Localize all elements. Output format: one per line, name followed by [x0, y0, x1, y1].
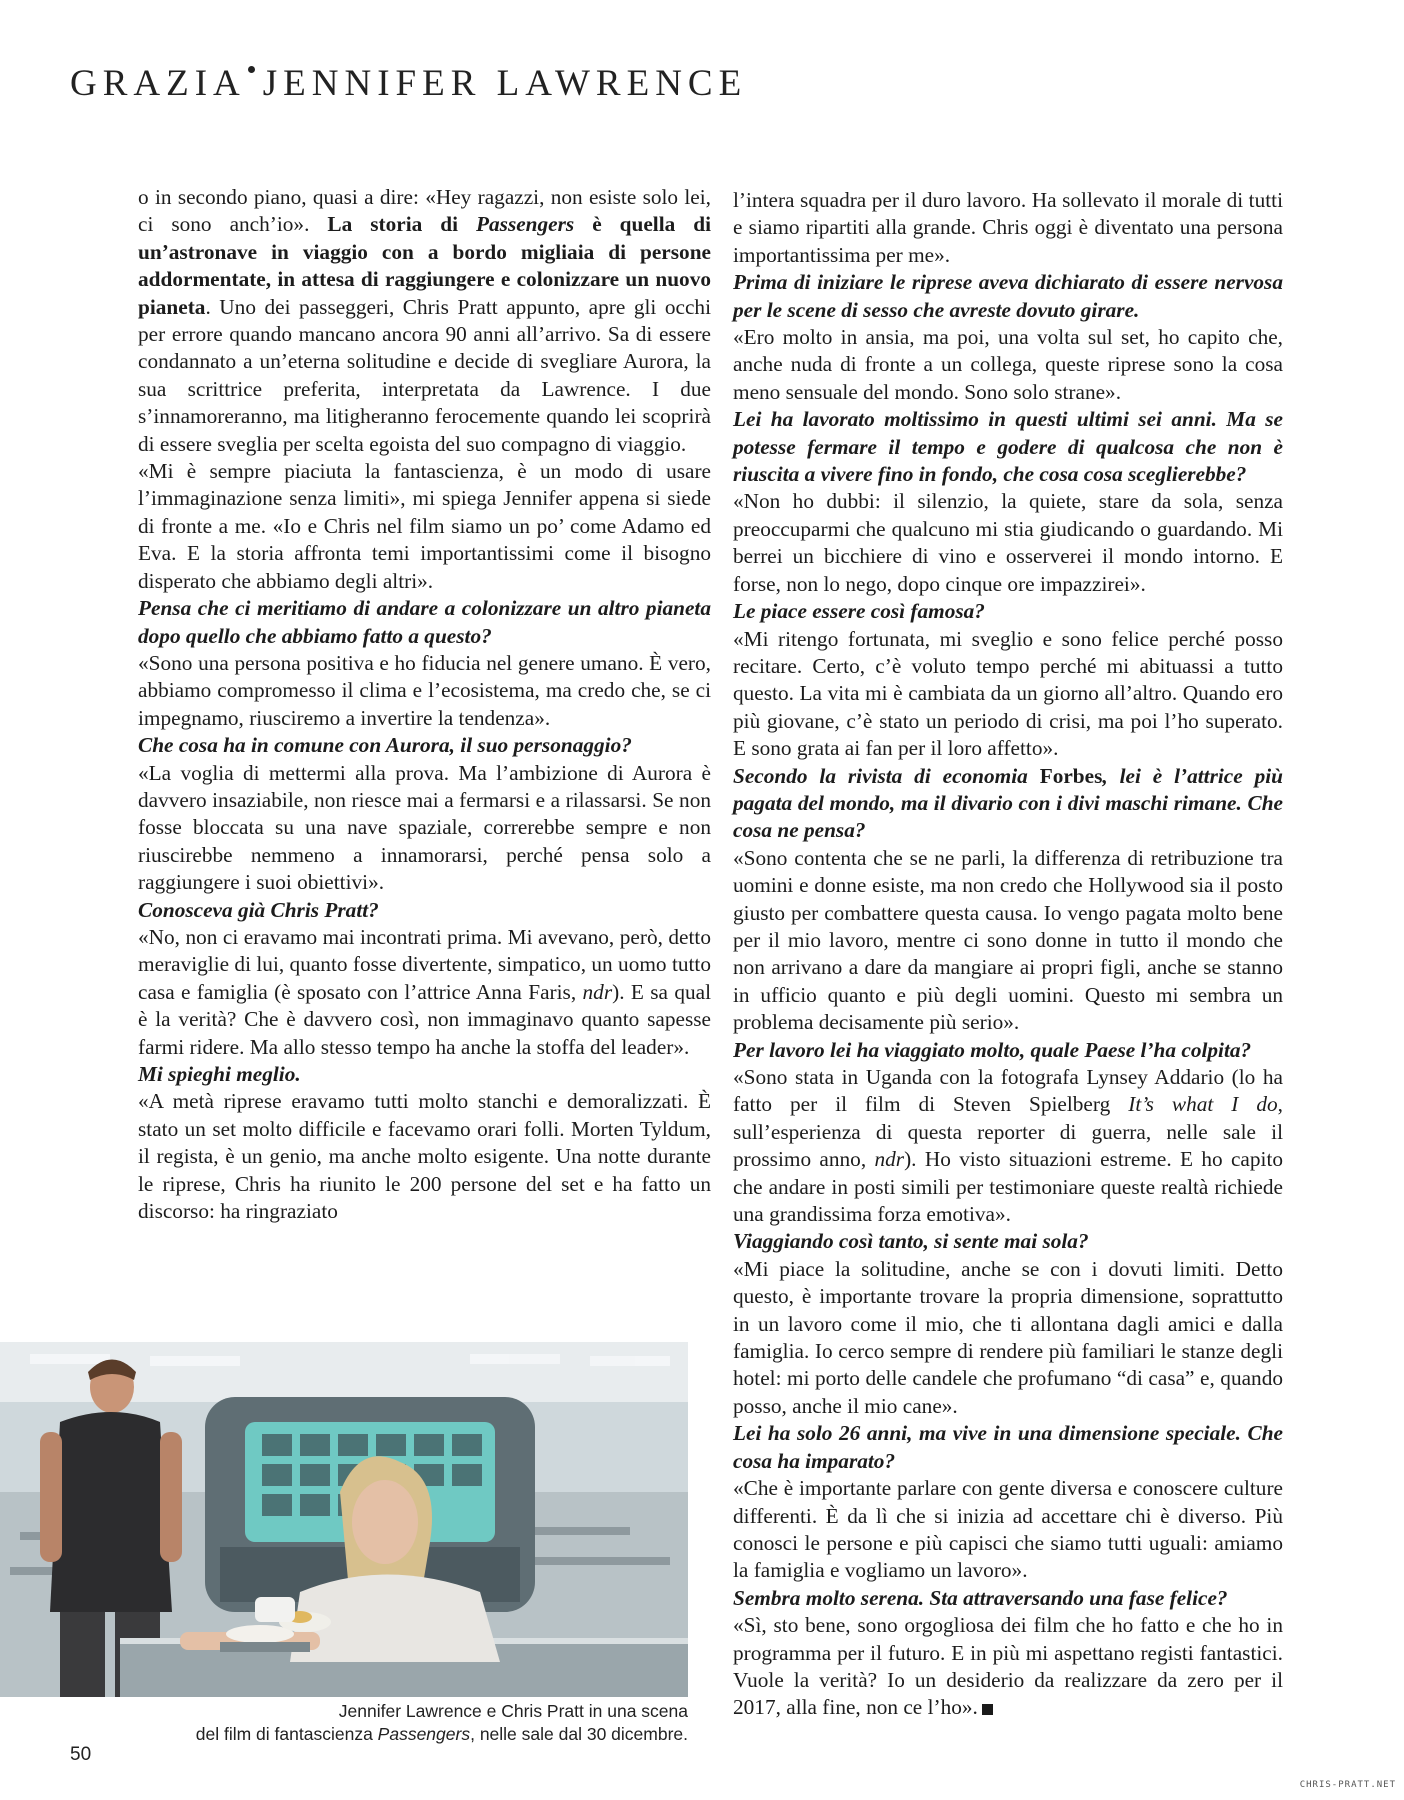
- article-column-left: [138, 184, 711, 1225]
- question: Conosceva già Chris Pratt?: [138, 897, 379, 922]
- question: Le piace essere così famosa?: [733, 599, 985, 624]
- paragraph: o in secondo piano, quasi a dire: «Hey ragazzi, non esiste solo lei, ci sono anch’io». La storia di Passengers è quella di un’astronave in viaggio con a bordo migliaia di persone addormentate, in attesa di raggiungere e colonizzare un nuovo pianeta. Uno dei passeggeri, Chris Pratt appunto, apre gli occhi per errore quando mancano ancora 90 anni all’arrivo. Sa di essere condannato a un’eterna solitudine e decide di svegliare Aurora, la sua scrittrice preferita, interpretata da Lawrence. I due s’innamoreranno, ma litigheranno ferocemente quando lei scoprirà di essere sveglia per scelta egoista del suo compagno di viaggio.: [138, 185, 711, 456]
- article-title: JENNIFER LAWRENCE: [262, 63, 748, 104]
- answer: «Non ho dubbi: il silenzio, la quiete, stare da sola, senza preoccuparmi che qualcuno mi stia giudicando o guardando. Mi berrei un bicchiere di vino e osserverei il mondo intorno. E forse, non lo nego, dopo cinque ore impazzirei».: [733, 489, 1283, 596]
- page-header: [70, 62, 747, 105]
- film-still-photo: [0, 1342, 688, 1697]
- answer: «A metà riprese eravamo tutti molto stanchi e demoralizzati. È stato un set molto difficile e facevamo orari folli. Morten Tyldum, il regista, è un genio, ma anche molto esigente. Una notte durante le riprese, Chris ha riunito le 200 persone del set e ha fatto un discorso: ha ringraziato: [138, 1089, 711, 1224]
- answer: «Ero molto in ansia, ma poi, una volta sul set, ho capito che, anche nuda di fronte a un collega, queste riprese sono la cosa meno sensuale del mondo. Sono solo strane».: [733, 325, 1283, 404]
- question: Per lavoro lei ha viaggiato molto, quale Paese l’ha colpita?: [733, 1037, 1252, 1062]
- question: Lei ha solo 26 anni, ma vive in una dimensione speciale. Che cosa ha imparato?: [733, 1421, 1283, 1473]
- answer: «Mi piace la solitudine, anche se con i dovuti limiti. Detto questo, è importante trovare la propria dimensione, soprattutto in un lavoro come il mio, che ti allontana dagli amici e dalla famiglia. Io cerco sempre di rendere più familiari le stanze degli hotel: mi porto delle candele che profumano “di casa” e, quando posso, anche il mio cane».: [733, 1256, 1283, 1418]
- answer: «Che è importante parlare con gente diversa e conoscere culture differenti. È da lì che si inizia ad accettare chi è diverso. Più conosci le persone e più capisci che siamo tutti uguali: amiamo la famiglia e vogliamo un lavoro».: [733, 1476, 1283, 1583]
- end-mark: [982, 1704, 993, 1715]
- article-column-right: [733, 187, 1283, 1722]
- watermark: CHRIS-PRATT.NET: [1299, 1780, 1396, 1790]
- separator-dot: [248, 66, 255, 73]
- answer: «La voglia di mettermi alla prova. Ma l’ambizione di Aurora è davvero insaziabile, non riesce mai a fermarsi e a rilassarsi. Se non fosse bloccata su una nave spaziale, correrebbe sempre e non riuscirebbe nemmeno a innamorarsi, perché pensa solo a raggiungere i suoi obiettivi».: [138, 760, 711, 895]
- question: Viaggiando così tanto, si sente mai sola?: [733, 1229, 1089, 1254]
- question: Che cosa ha in comune con Aurora, il suo personaggio?: [138, 733, 632, 758]
- answer: l’intera squadra per il duro lavoro. Ha sollevato il morale di tutti e siamo ripartiti alla grande. Chris oggi è diventato una persona importantissima per me».: [733, 188, 1283, 267]
- answer: «Sono stata in Uganda con la fotografa Lynsey Addario (lo ha fatto per il film di Steven Spielberg It’s what I do, sull’esperienza di questa reporter di guerra, nelle sale il prossimo anno, ndr). Ho visto situazioni estreme. E ho capito che andare in posti simili per testimoniare queste realtà richiede una grandissima forza emotiva».: [733, 1065, 1284, 1227]
- paragraph: «Mi è sempre piaciuta la fantascienza, è un modo di usare l’immaginazione senza limiti», mi spiega Jennifer appena si siede di fronte a me. «Io e Chris nel film siamo un po’ come Adamo ed Eva. E la storia affronta temi importantissimi come il bisogno disperato che abbiamo degli altri».: [138, 459, 711, 593]
- answer: «Sono una persona positiva e ho fiducia nel genere umano. È vero, abbiamo compromesso il clima e l’ecosistema, ma credo che, se ci impegnamo, riusciremo a invertire la tendenza».: [138, 650, 711, 730]
- answer: «No, non ci eravamo mai incontrati prima. Mi avevano, però, detto meraviglie di lui, quanto fosse divertente, simpatico, un uomo tutto casa e famiglia (è sposato con l’attrice Anna Faris, ndr). E sa qual è la verità? Che è davvero così, non immaginavo quanto sapesse farmi ridere. Ma allo stesso tempo ha anche la stoffa del leader».: [138, 924, 712, 1059]
- question: Sembra molto serena. Sta attraversando una fase felice?: [733, 1585, 1228, 1610]
- page-number: 50: [70, 1744, 92, 1765]
- question: Mi spieghi meglio.: [138, 1062, 301, 1086]
- answer: «Sono contenta che se ne parli, la differenza di retribuzione tra uomini e donne esiste, ma non credo che Hollywood sia il posto giusto per combattere questa causa. Io vengo pagata molto bene per il mio lavoro, mentre ci sono donne in tutto il mondo che non arrivano a dare da mangiare ai propri figli, anche se stanno in ufficio quanto e più degli uomini. Questo mi sembra un problema decisamente più serio».: [733, 845, 1283, 1035]
- magazine-brand: GRAZIA: [70, 63, 246, 104]
- question: Lei ha lavorato moltissimo in questi ultimi sei anni. Ma se potesse fermare il tempo e godere di qualcosa che non è riuscita a vivere fino in fondo, che cosa cosa sceglierebbe?: [733, 407, 1283, 487]
- answer: «Mi ritengo fortunata, mi sveglio e sono felice perché posso recitare. Certo, c’è voluto tempo perché mi abituassi a tutto questo. La vita mi è cambiata da un giorno all’altro. Quando ero più giovane, c’è stato un periodo di crisi, ma poi l’ho superato. E sono grata ai fan per il loro affetto».: [733, 626, 1283, 761]
- film-still-illustration: [0, 1342, 688, 1697]
- question: Secondo la rivista di economia Forbes, lei è l’attrice più pagata del mondo, ma il divario con i divi maschi rimane. Che cosa ne pensa?: [733, 763, 1283, 843]
- question: Pensa che ci meritiamo di andare a colonizzare un altro pianeta dopo quello che abbiamo fatto a questo?: [138, 596, 711, 648]
- question: Prima di iniziare le riprese aveva dichiarato di essere nervosa per le scene di sesso che avreste dovuto girare.: [733, 270, 1283, 322]
- photo-caption: Jennifer Lawrence e Chris Pratt in una scena del film di fantascienza Passengers, nelle sale dal 30 dicembre.: [195, 1701, 688, 1744]
- answer: «Sì, sto bene, sono orgogliosa dei film che ho fatto e che ho in programma per il futuro. E in più mi aspettano registi fantastici. Vuole la verità? Io un desiderio da realizzare da zero per il 2017, alla fine, non ce l’ho».: [733, 1613, 1283, 1720]
